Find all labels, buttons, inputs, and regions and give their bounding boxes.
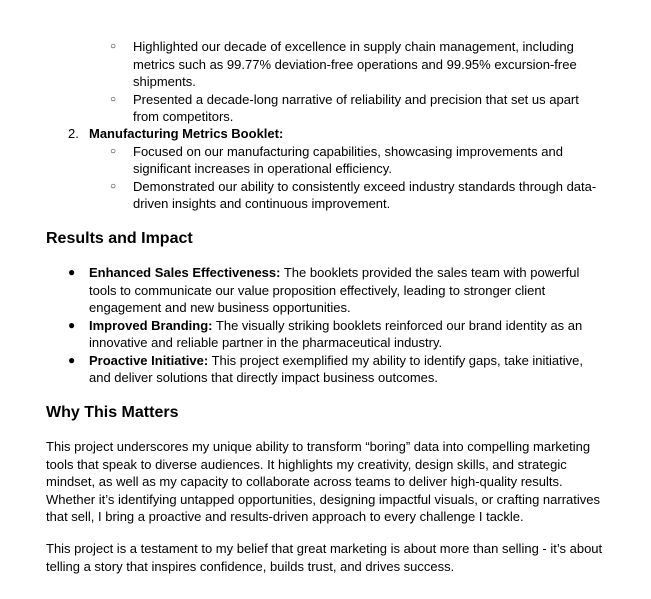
why-heading: Why This Matters [46,404,179,421]
list-item [0,317,651,352]
hollow-bullet-icon: ○ [110,180,117,192]
item-1-sub-list [0,38,651,126]
why-paragraph-1: This project underscores my unique ability to transform “boring” data into compelling marketing tools that speak to diverse audiences. It highlights my creativity, design skills, and strategic mindset, as well as my capacity to collaborate across teams to deliver high-quality results. Whether it’s identifying untapped opportunities, designing impactful visuals, or crafting narratives that sell, I bring a proactive and results-driven approach to every challenge I tackle. [46,439,601,524]
list-item-text: Highlighted our decade of excellence in supply chain management, including metrics such as 99.77% deviation-free operations and 99.95% excursion-free shipments. [133,39,577,89]
filled-bullet-icon: ● [68,352,76,367]
list-item [0,91,651,126]
numbered-item-title: Manufacturing Metrics Booklet: [89,126,284,141]
hollow-bullet-icon: ○ [110,41,117,52]
numbered-item-title-row [0,125,651,143]
numbered-item-2 [0,125,651,213]
result-label: Improved Branding: [89,317,213,333]
why-paragraph-2: This project is a testament to my belief that great marketing is about more than selling - it’s about telling a story that inspires confidence, builds trust, and drives success. [46,541,603,574]
list-item [0,178,651,213]
list-item [0,352,651,387]
result-label: Proactive Initiative: [89,352,209,368]
item-2-sub-list [0,143,651,213]
filled-bullet-icon: ● [68,317,76,332]
list-item [0,264,651,317]
hollow-bullet-icon: ○ [110,93,117,105]
list-item-text: Focused on our manufacturing capabilities, showcasing improvements and significant increases in operational efficiency. [133,143,563,176]
results-list [0,264,651,387]
result-text: The visually striking booklets reinforced our brand identity as an innovative and reliable partner in the pharmaceutical industry. [89,317,583,350]
list-item [0,143,651,178]
list-item [0,38,651,91]
hollow-bullet-icon: ○ [110,145,117,157]
result-text: This project exemplified my ability to identify gaps, take initiative, and deliver solutions that directly impact business outcomes. [89,352,583,385]
filled-bullet-icon: ● [68,265,76,279]
list-item-text: Demonstrated our ability to consistently exceed industry standards through data-driven insights and continuous improvement. [133,178,597,211]
result-text: The booklets provided the sales team with powerful tools to communicate our value proposition effectively, leading to stronger client engagement and new business opportunities. [89,265,580,315]
list-number: 2. [68,126,79,141]
result-label: Enhanced Sales Effectiveness: [89,265,281,280]
results-heading: Results and Impact [46,230,193,247]
list-item-text: Presented a decade-long narrative of reliability and precision that set us apart from competitors. [133,91,579,124]
